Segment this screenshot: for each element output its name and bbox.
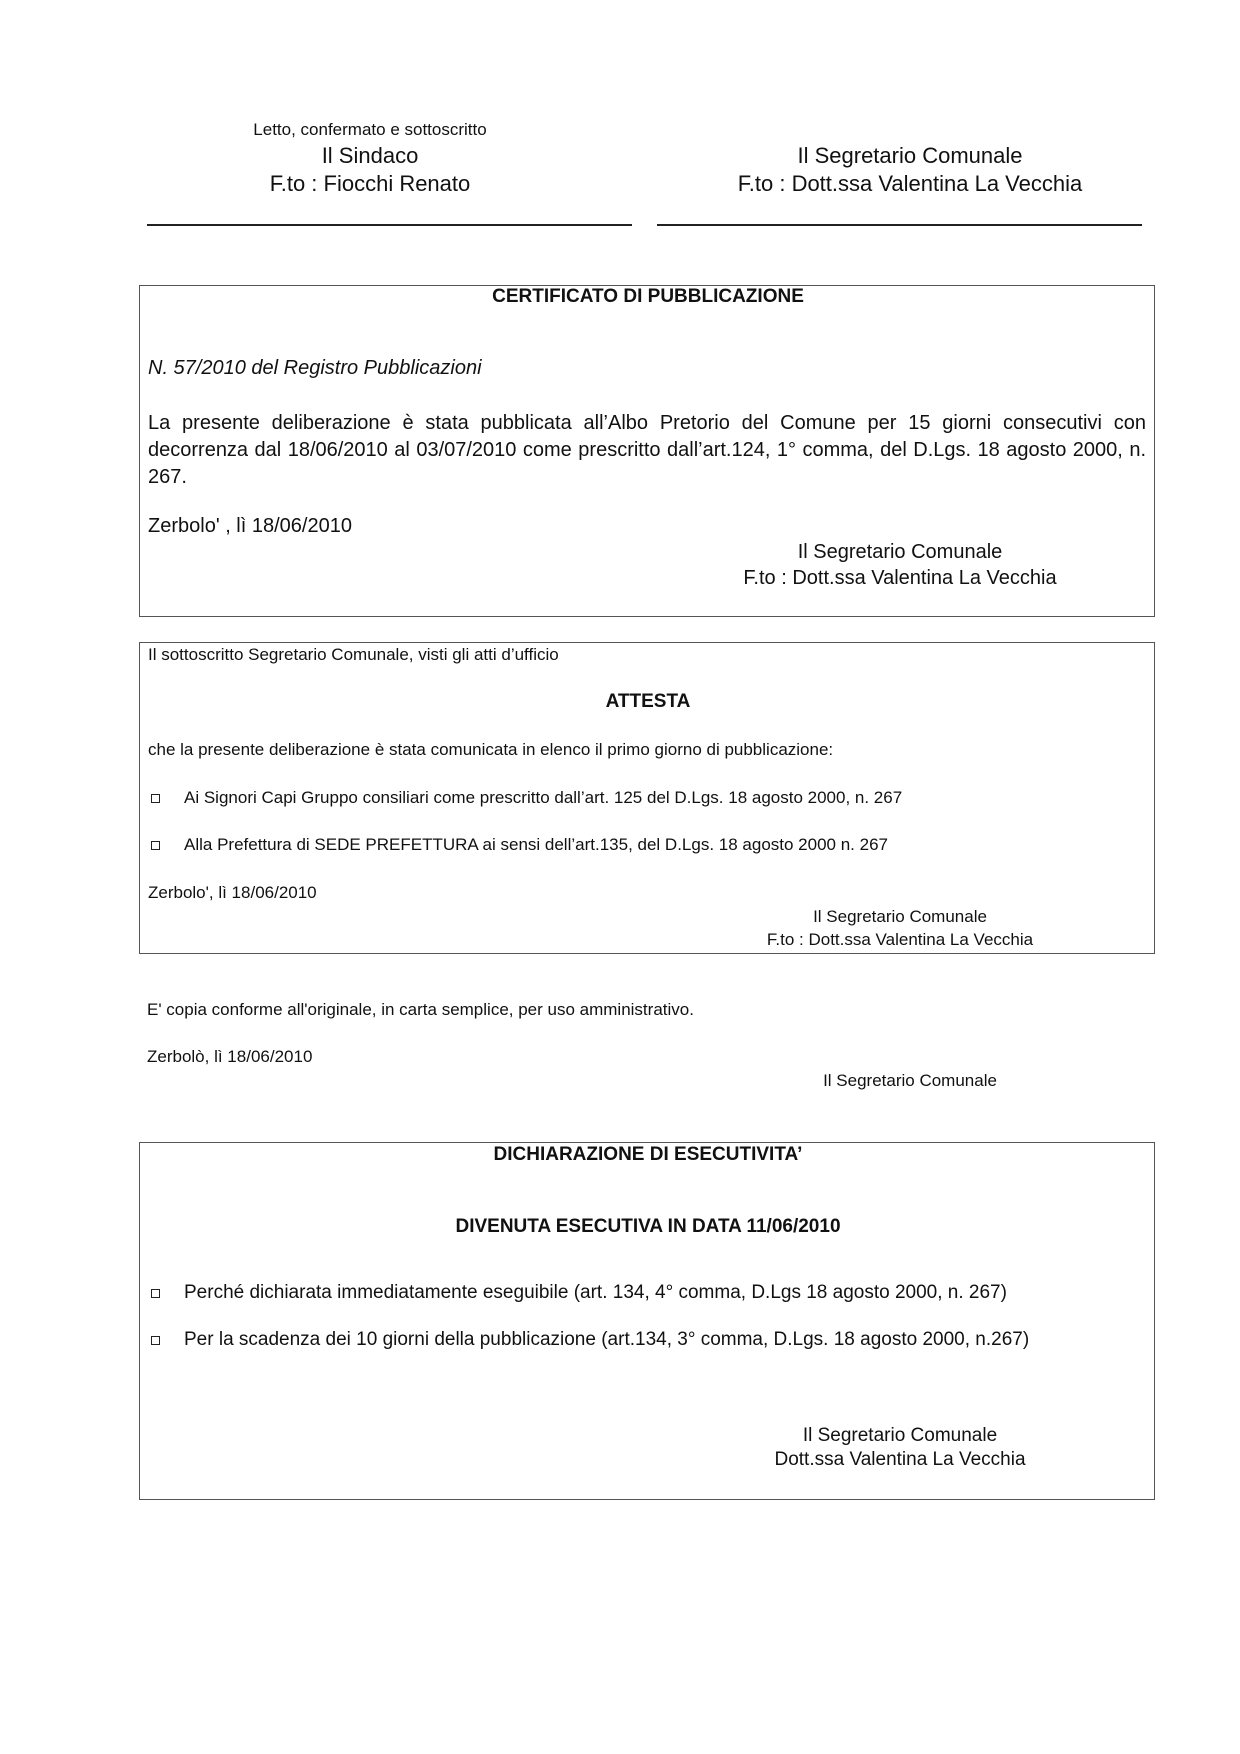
- checkbox-bullet-icon: [151, 1289, 160, 1298]
- attestation-place-date: Zerbolo', lì 18/06/2010: [148, 883, 317, 902]
- secretary-title: Il Segretario Comunale: [797, 143, 1023, 168]
- publication-certificate-box: [139, 285, 1155, 617]
- attestation-box: [139, 642, 1155, 954]
- executivity-item: Perché dichiarata immediatamente eseguibile (art. 134, 4° comma, D.Lgs 18 agosto 2000, n. 267): [184, 1282, 1007, 1303]
- publication-signer-name: F.to : Dott.ssa Valentina La Vecchia: [743, 567, 1057, 589]
- publication-title: CERTIFICATO DI PUBBLICAZIONE: [492, 286, 804, 307]
- checkbox-bullet-icon: [151, 794, 160, 803]
- copy-statement: E' copia conforme all'originale, in carta semplice, per uso amministrativo.: [147, 1000, 694, 1019]
- mayor-signature-line: [147, 224, 632, 226]
- executivity-signer-name: Dott.ssa Valentina La Vecchia: [774, 1449, 1026, 1470]
- attestation-signer-title: Il Segretario Comunale: [813, 907, 987, 926]
- executivity-box: [139, 1142, 1155, 1500]
- copy-place-date: Zerbolò, lì 18/06/2010: [147, 1047, 313, 1066]
- attestation-heading: ATTESTA: [605, 691, 691, 712]
- attestation-statement: che la presente deliberazione è stata comunicata in elenco il primo giorno di pubblicazione:: [148, 740, 834, 759]
- publication-body: La presente deliberazione è stata pubblicata all’Albo Pretorio del Comune per 15 giorni consecutivi con decorrenza dal 18/06/2010 al 03/07/2010 come prescritto dall’art.124, 1° comma, del D.Lgs. 18 agosto 2000, n. 267.: [148, 412, 1146, 488]
- copy-signer-title: Il Segretario Comunale: [823, 1071, 997, 1090]
- checkbox-bullet-icon: [151, 841, 160, 850]
- attestation-signer-name: F.to : Dott.ssa Valentina La Vecchia: [766, 930, 1034, 949]
- attestation-item: Alla Prefettura di SEDE PREFETTURA ai sensi dell’art.135, del D.Lgs. 18 agosto 2000 n. 267: [184, 835, 888, 854]
- secretary-signature-line: [657, 224, 1142, 226]
- publication-place-date: Zerbolo' , lì 18/06/2010: [148, 515, 352, 537]
- mayor-title: Il Sindaco: [321, 143, 419, 168]
- mayor-signed: F.to : Fiocchi Renato: [269, 171, 471, 196]
- executivity-signer-title: Il Segretario Comunale: [802, 1425, 998, 1446]
- executivity-item: Per la scadenza dei 10 giorni della pubblicazione (art.134, 3° comma, D.Lgs. 18 agosto 2000, n.267): [184, 1329, 1030, 1350]
- publication-signer-title: Il Segretario Comunale: [797, 541, 1003, 563]
- publication-register: N. 57/2010 del Registro Pubblicazioni: [148, 357, 482, 379]
- executivity-subtitle: DIVENUTA ESECUTIVA IN DATA 11/06/2010: [455, 1216, 841, 1237]
- attestation-intro: Il sottoscritto Segretario Comunale, visti gli atti d’ufficio: [148, 645, 559, 664]
- checkbox-bullet-icon: [151, 1336, 160, 1345]
- attestation-item: Ai Signori Capi Gruppo consiliari come prescritto dall’art. 125 del D.Lgs. 18 agosto 2000, n. 267: [184, 788, 903, 807]
- header-intro: Letto, confermato e sottoscritto: [253, 120, 487, 139]
- executivity-title: DICHIARAZIONE DI ESECUTIVITA’: [493, 1144, 803, 1165]
- secretary-signed: F.to : Dott.ssa Valentina La Vecchia: [737, 171, 1083, 196]
